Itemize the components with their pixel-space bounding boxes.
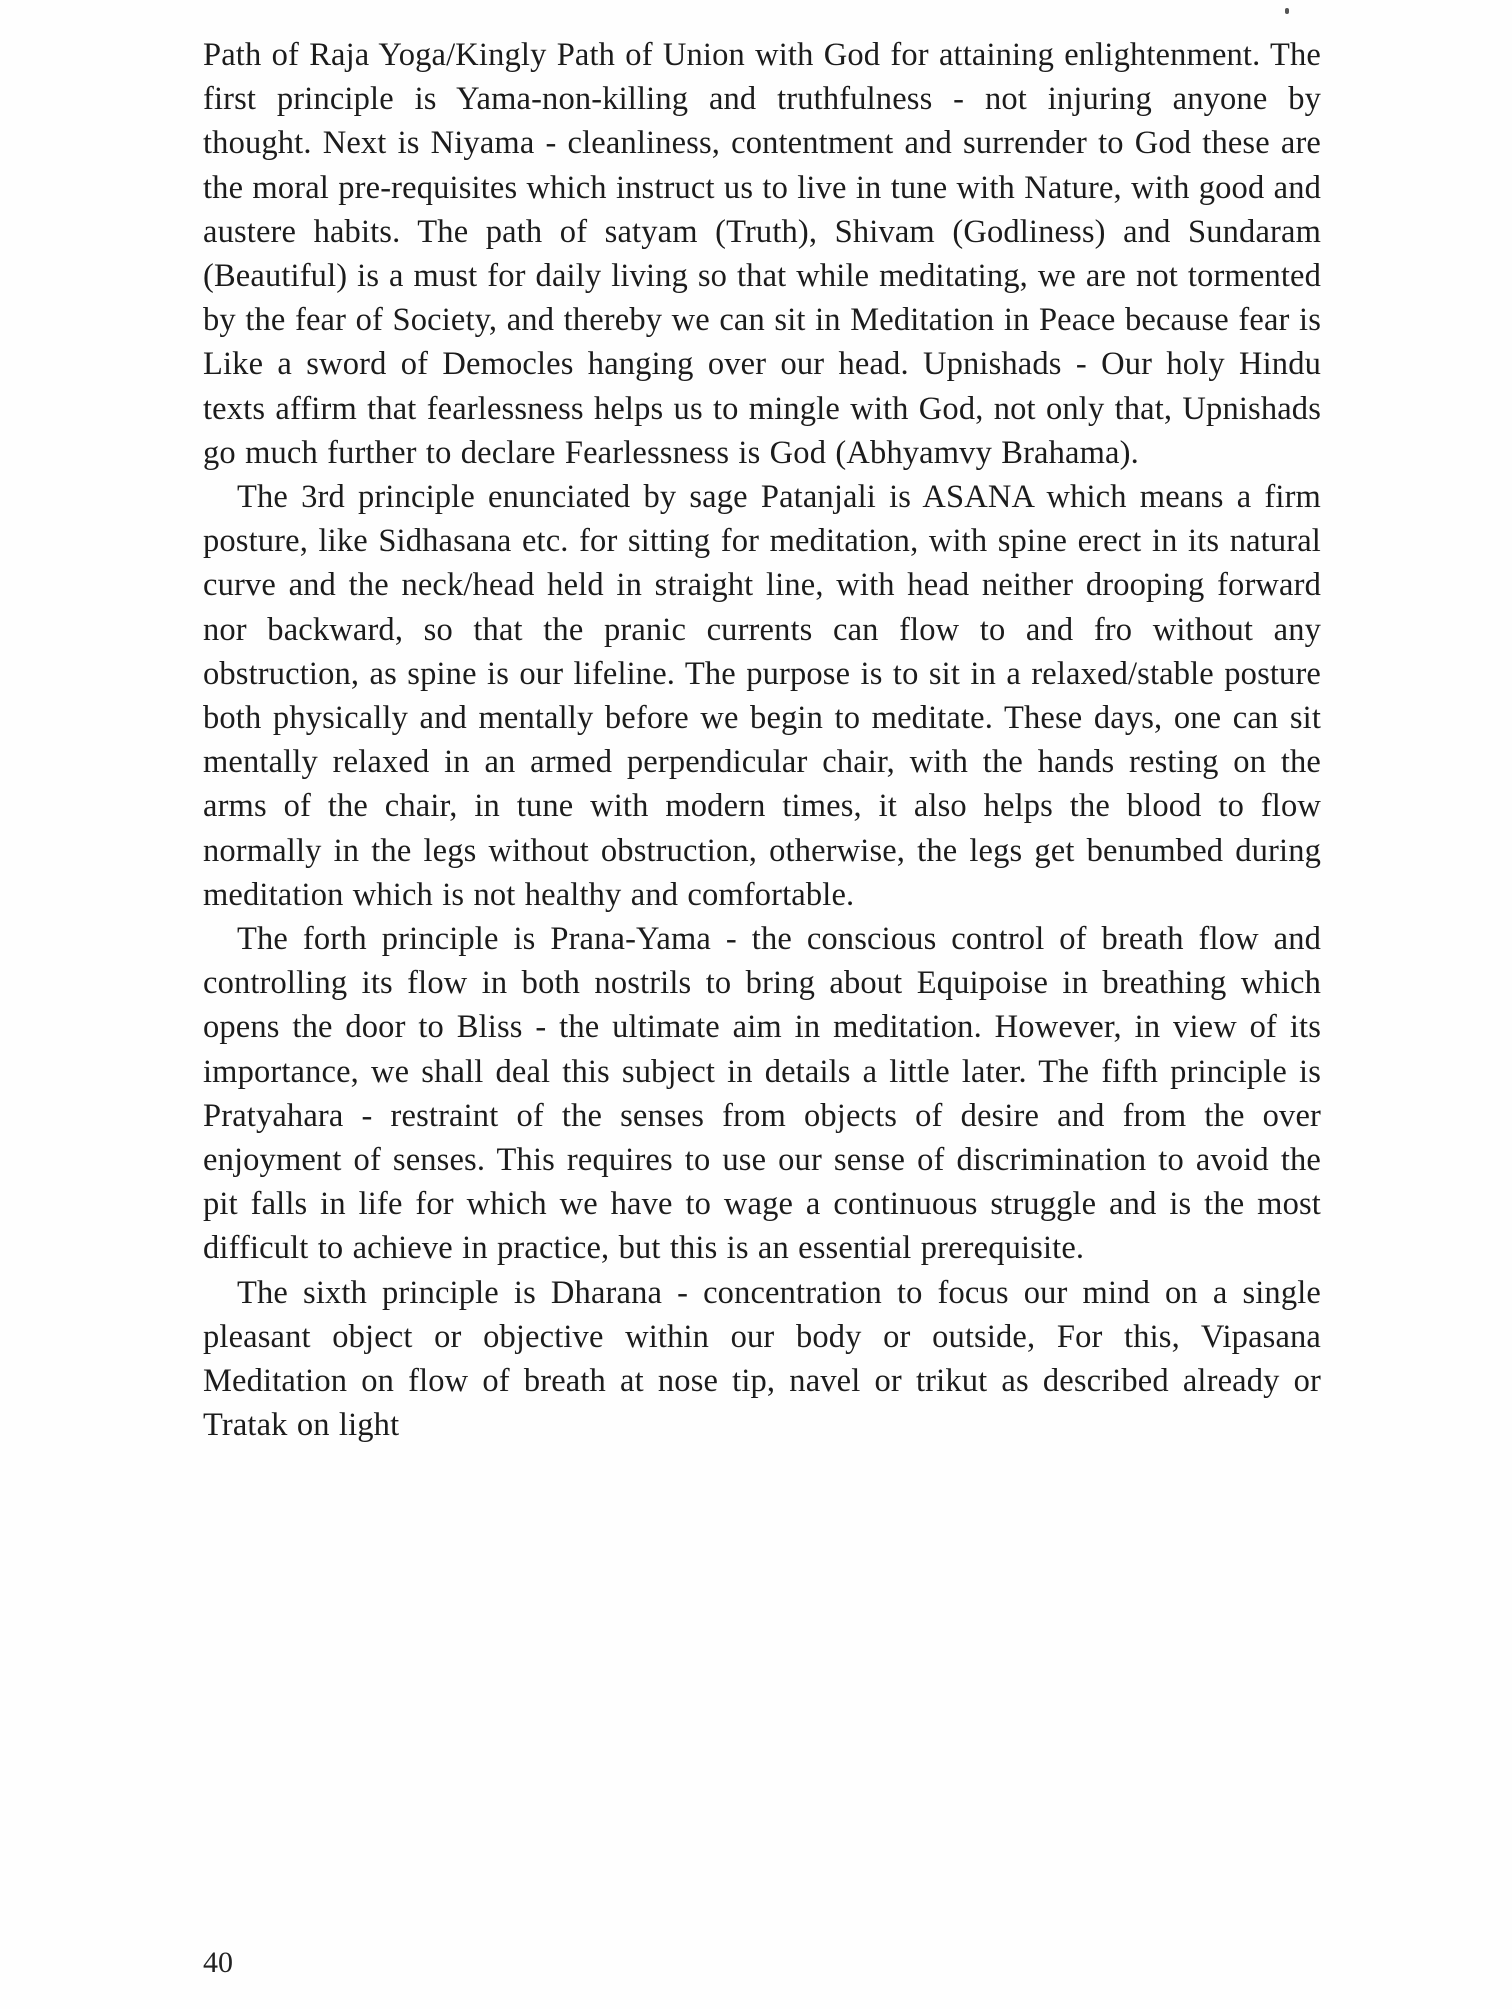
paragraph-pranayama-pratyahara: The forth principle is Prana-Yama - the conscious control of breath flow and controlling its flow in both nostrils to bring about Equipoise in breathing which opens the door to Bliss - the ultimate aim in meditation. However, in view of its importance, we shall deal this subject in details a little later. The fifth principle is Pratyahara - restraint of the senses from objects of desire and from the over enjoyment of senses. This requires to use our sense of discrimination to avoid the pit falls in life for which we have to wage a continuous struggle and is the most difficult to achieve in practice, but this is an essential prerequisite. xyxy=(203,921,1321,1267)
body-text xyxy=(203,33,1321,1448)
page-number: 40 xyxy=(203,1946,233,1979)
paragraph-dharana: The sixth principle is Dharana - concentration to focus our mind on a single pleasant object or objective within our body or outside, For this, Vipasana Meditation on flow of breath at nose tip, navel or trikut as described already or Tratak on light xyxy=(203,1274,1321,1444)
scan-speck xyxy=(1285,8,1289,14)
paragraph-asana: The 3rd principle enunciated by sage Patanjali is ASANA which means a firm posture, like Sidhasana etc. for sitting for meditation, with spine erect in its natural curve and the neck/head held in straight line, with head neither drooping forward nor backward, so that the pranic currents can flow to and fro without any obstruction, as spine is our lifeline. The purpose is to sit in a relaxed/stable posture both physically and mentally before we begin to meditate. These days, one can sit mentally relaxed in an armed perpendicular chair, with the hands resting on the arms of the chair, in tune with modern times, it also helps the blood to flow normally in the legs without obstruction, otherwise, the legs get benumbed during meditation which is not healthy and comfortable. xyxy=(203,479,1321,913)
paragraph-yama-niyama: Path of Raja Yoga/Kingly Path of Union with God for attaining enlightenment. The first principle is Yama-non-killing and truthfulness - not injuring anyone by thought. Next is Niyama - cleanliness, contentment and surrender to God these are the moral pre-requisites which instruct us to live in tune with Nature, with good and austere habits. The path of satyam (Truth), Shivam (Godliness) and Sundaram (Beautiful) is a must for daily living so that while meditating, we are not tormented by the fear of Society, and thereby we can sit in Meditation in Peace because fear is Like a sword of Democles hanging over our head. Upnishads - Our holy Hindu texts affirm that fearlessness helps us to mingle with God, not only that, Upnishads go much further to declare Fearlessness is God (Abhyamvy Brahama). xyxy=(203,37,1321,471)
